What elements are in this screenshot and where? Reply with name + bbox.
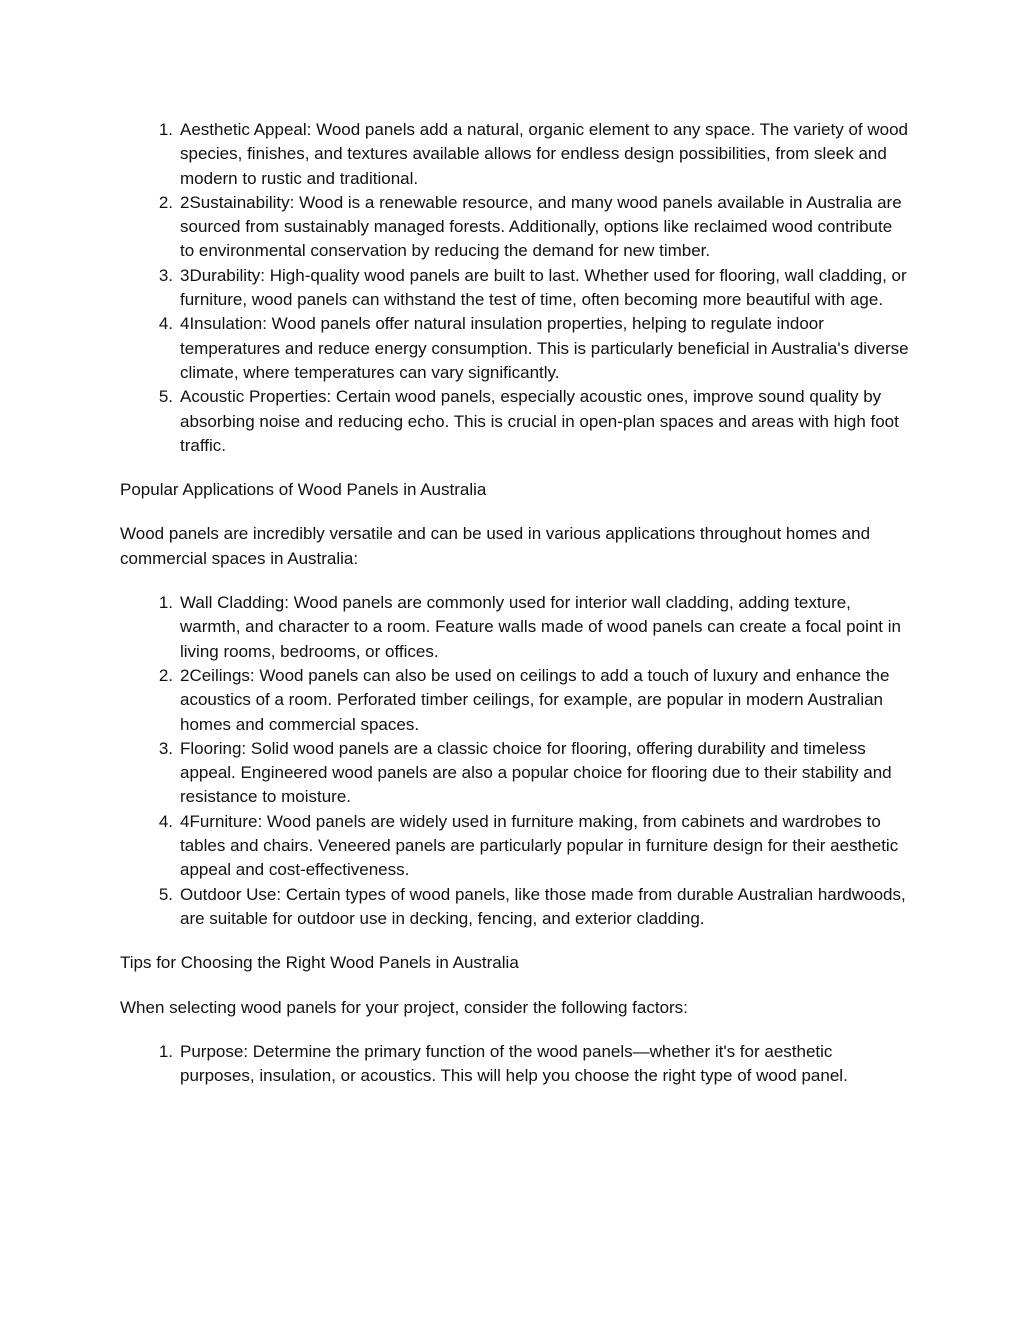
list-number: 5. [158, 387, 173, 407]
intro-paragraph-applications: Wood panels are incredibly versatile and can be used in various applications throughout homes and commercial spaces in Australia: [120, 524, 871, 568]
list-item [158, 883, 910, 932]
list-item-text: Outdoor Use: Certain types of wood panels, like those made from durable Australian hardwoods, are suitable for outdoor use in decking, fencing, and exterior cladding. [180, 884, 906, 928]
list-item [158, 737, 910, 810]
list-item-text: Acoustic Properties: Certain wood panels, especially acoustic ones, improve sound quality by absorbing noise and reducing echo. This is crucial in open-plan spaces and areas with high foot traffic. [180, 387, 899, 455]
list-item [158, 1040, 910, 1089]
list-number: 4. [158, 811, 173, 831]
section-heading-tips: Tips for Choosing the Right Wood Panels in Australia [120, 953, 519, 973]
list-item-text: 2Sustainability: Wood is a renewable resource, and many wood panels available in Australia are sourced from sustainably managed forests. Additionally, options like reclaimed wood contribute to environmental conservation by reducing the demand for new timber. [180, 192, 902, 261]
document-page [120, 118, 910, 1088]
intro-paragraph-tips: When selecting wood panels for your project, consider the following factors: [120, 997, 688, 1017]
section-heading-applications: Popular Applications of Wood Panels in Australia [120, 480, 487, 500]
applications-list [120, 591, 910, 931]
list-item [158, 810, 910, 883]
tips-list [120, 1040, 910, 1089]
list-item [158, 664, 910, 737]
list-item [158, 312, 910, 385]
list-number: 5. [158, 884, 173, 904]
list-number: 3. [158, 738, 173, 758]
list-item-text: Aesthetic Appeal: Wood panels add a natural, organic element to any space. The variety of wood species, finishes, and textures available allows for endless design possibilities, from sleek and modern to rustic and traditional. [180, 120, 908, 188]
list-item-text: 2Ceilings: Wood panels can also be used on ceilings to add a touch of luxury and enhance the acoustics of a room. Perforated timber ceilings, for example, are popular in modern Australian homes and commercial spaces. [180, 665, 890, 734]
benefits-list [120, 118, 910, 458]
list-item-text: Wall Cladding: Wood panels are commonly used for interior wall cladding, adding texture, warmth, and character to a room. Feature walls made of wood panels can create a focal point in living rooms, bedrooms, or offices. [180, 593, 901, 661]
list-item-text: 4Furniture: Wood panels are widely used in furniture making, from cabinets and wardrobes to tables and chairs. Veneered panels are particularly popular in furniture design for their aesthetic appeal and cost-effectiveness. [180, 811, 899, 880]
list-number: 2. [158, 192, 173, 212]
list-number: 2. [158, 665, 173, 685]
list-item [158, 385, 910, 458]
list-number: 4. [158, 314, 173, 334]
list-item-text: 4Insulation: Wood panels offer natural insulation properties, helping to regulate indoor temperatures and reduce energy consumption. This is particularly beneficial in Australia's diverse climate, where temperatures can vary significantly. [180, 314, 909, 382]
list-number: 1. [158, 593, 173, 613]
list-number: 3. [158, 265, 173, 285]
list-item [158, 591, 910, 664]
list-item [158, 118, 910, 191]
list-item-text: Flooring: Solid wood panels are a classic choice for flooring, offering durability and timeless appeal. Engineered wood panels are also a popular choice for flooring due to their stability and resistance to moisture. [180, 738, 892, 807]
list-item [158, 264, 910, 313]
list-item-text: Purpose: Determine the primary function of the wood panels—whether it's for aesthetic purposes, insulation, or acoustics. This will help you choose the right type of wood panel. [180, 1041, 848, 1086]
list-item-text: 3Durability: High-quality wood panels are built to last. Whether used for flooring, wall cladding, or furniture, wood panels can withstand the test of time, often becoming more beautiful with age. [180, 265, 907, 310]
list-number: 1. [158, 120, 173, 139]
list-number: 1. [158, 1041, 173, 1061]
list-item [158, 191, 910, 264]
